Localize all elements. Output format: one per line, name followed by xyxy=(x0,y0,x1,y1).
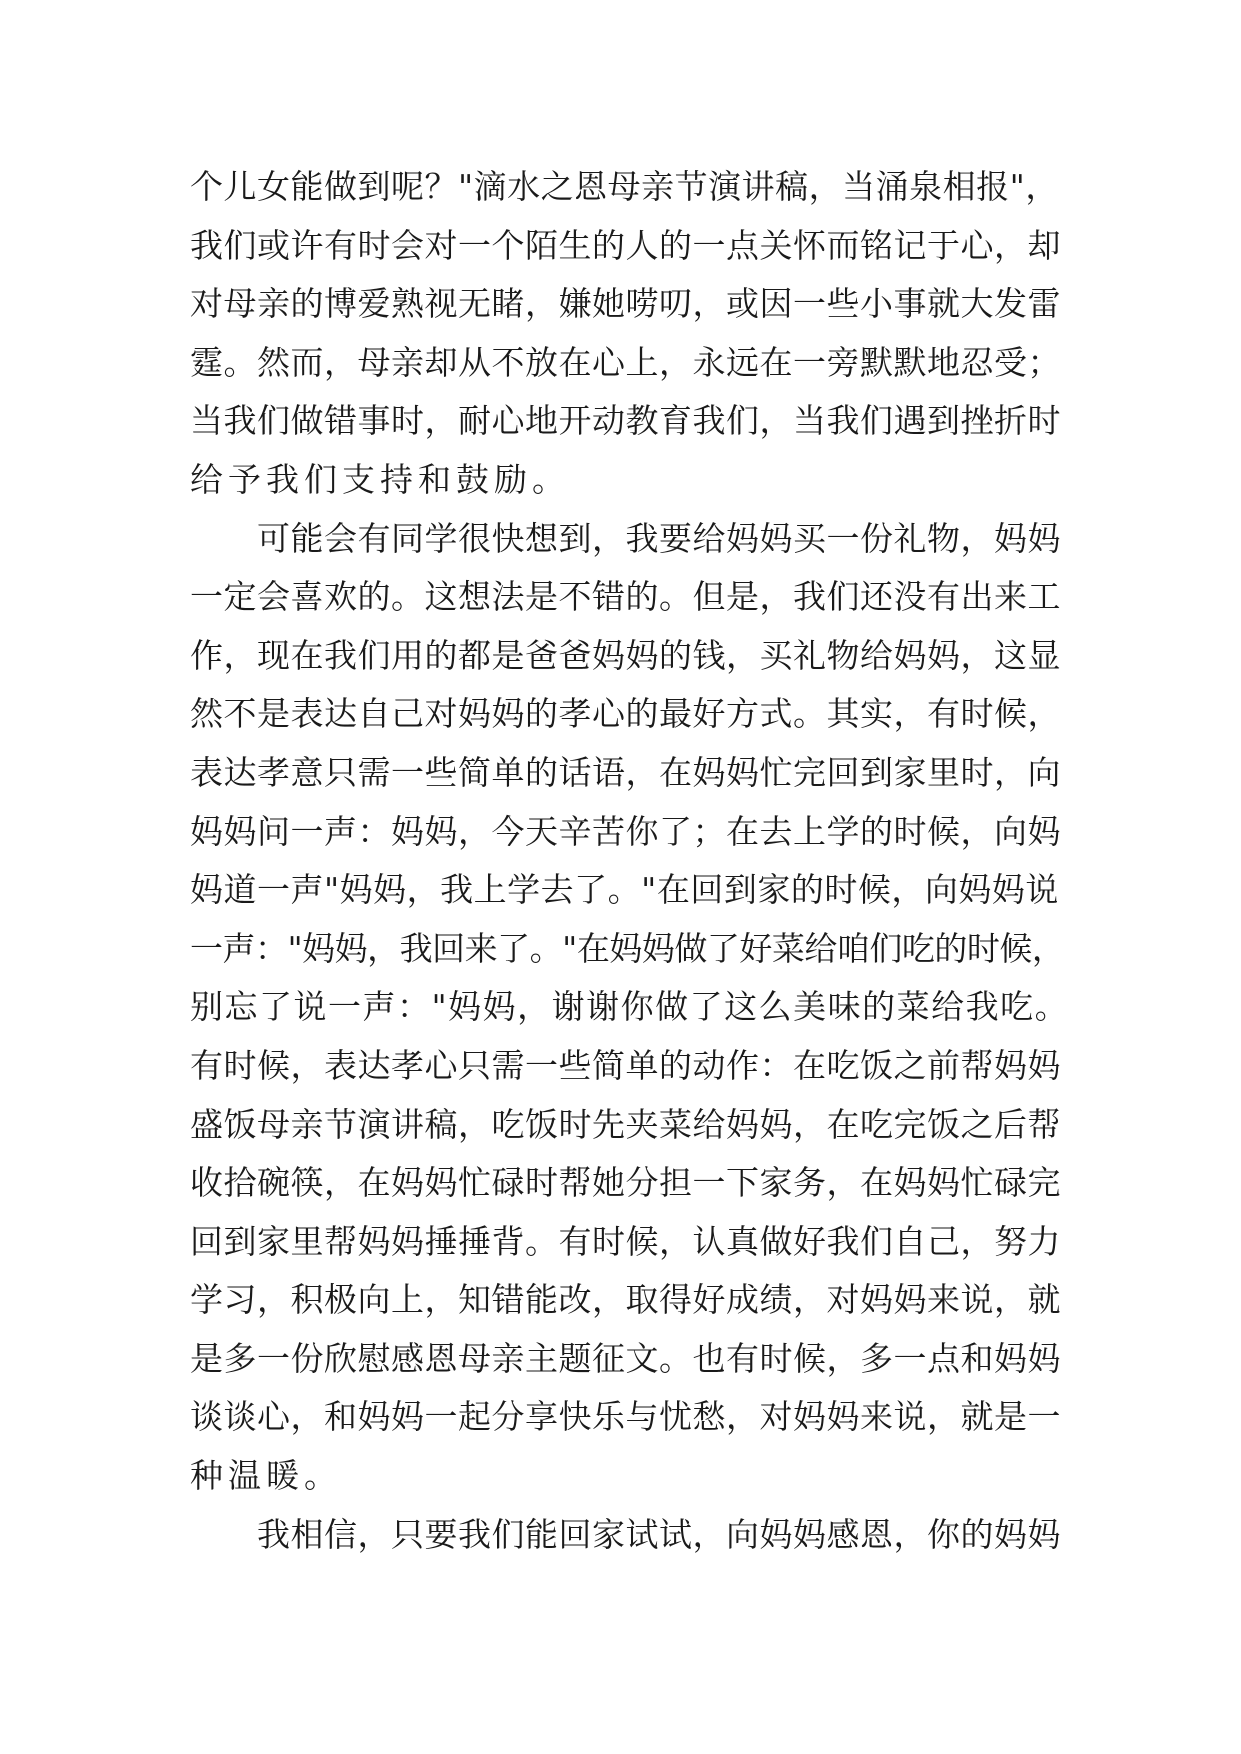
text-line: 一声："妈妈，我回来了。"在妈妈做了好菜给咱们吃的时候， xyxy=(190,928,1065,968)
text-line: 霆。然而，母亲却从不放在心上，永远在一旁默默地忍受； xyxy=(190,342,1061,382)
text-line: 收拾碗筷，在妈妈忙碌时帮她分担一下家务，在妈妈忙碌完 xyxy=(190,1163,1061,1203)
body-text xyxy=(190,158,1070,1564)
text-line: 我们或许有时会对一个陌生的人的一点关怀而铭记于心，却 xyxy=(190,225,1061,265)
text-line: 谈谈心，和妈妈一起分享快乐与忧愁，对妈妈来说，就是一 xyxy=(190,1397,1061,1437)
text-line: 然不是表达自己对妈妈的孝心的最好方式。其实，有时候， xyxy=(190,694,1061,734)
text-line: 妈道一声"妈妈，我上学去了。"在回到家的时候，向妈妈说 xyxy=(190,870,1059,910)
text-line: 有时候，表达孝心只需一些简单的动作：在吃饭之前帮妈妈 xyxy=(190,1045,1061,1085)
paragraph-start-line: 可能会有同学很快想到，我要给妈妈买一份礼物，妈妈 xyxy=(190,518,1061,558)
text-line: 盛饭母亲节演讲稿，吃饭时先夹菜给妈妈，在吃完饭之后帮 xyxy=(190,1104,1061,1144)
text-line: 个儿女能做到呢？"滴水之恩母亲节演讲稿，当涌泉相报"， xyxy=(190,167,1059,206)
paragraph-start-line: 我相信，只要我们能回家试试，向妈妈感恩，你的妈妈 xyxy=(190,1514,1061,1554)
text-line: 种温暖。 xyxy=(190,1456,342,1496)
text-line: 别忘了说一声："妈妈，谢谢你做了这么美味的菜给我吃。 xyxy=(190,987,1070,1027)
text-line: 作，现在我们用的都是爸爸妈妈的钱，买礼物给妈妈，这显 xyxy=(190,635,1061,675)
text-line: 妈妈问一声：妈妈，今天辛苦你了；在去上学的时候，向妈 xyxy=(190,811,1061,851)
text-line: 当我们做错事时，耐心地开动教育我们，当我们遇到挫折时 xyxy=(190,401,1061,441)
text-line: 对母亲的博爱熟视无睹，嫌她唠叨，或因一些小事就大发雷 xyxy=(190,284,1061,324)
text-line: 回到家里帮妈妈捶捶背。有时候，认真做好我们自己，努力 xyxy=(190,1221,1061,1261)
text-line: 是多一份欣慰感恩母亲主题征文。也有时候，多一点和妈妈 xyxy=(190,1338,1061,1378)
text-line: 一定会喜欢的。这想法是不错的。但是，我们还没有出来工 xyxy=(190,577,1061,617)
text-line: 学习，积极向上，知错能改，取得好成绩，对妈妈来说，就 xyxy=(190,1280,1061,1320)
text-line: 给予我们支持和鼓励。 xyxy=(190,459,570,499)
text-line: 表达孝意只需一些简单的话语，在妈妈忙完回到家里时，向 xyxy=(190,752,1061,792)
